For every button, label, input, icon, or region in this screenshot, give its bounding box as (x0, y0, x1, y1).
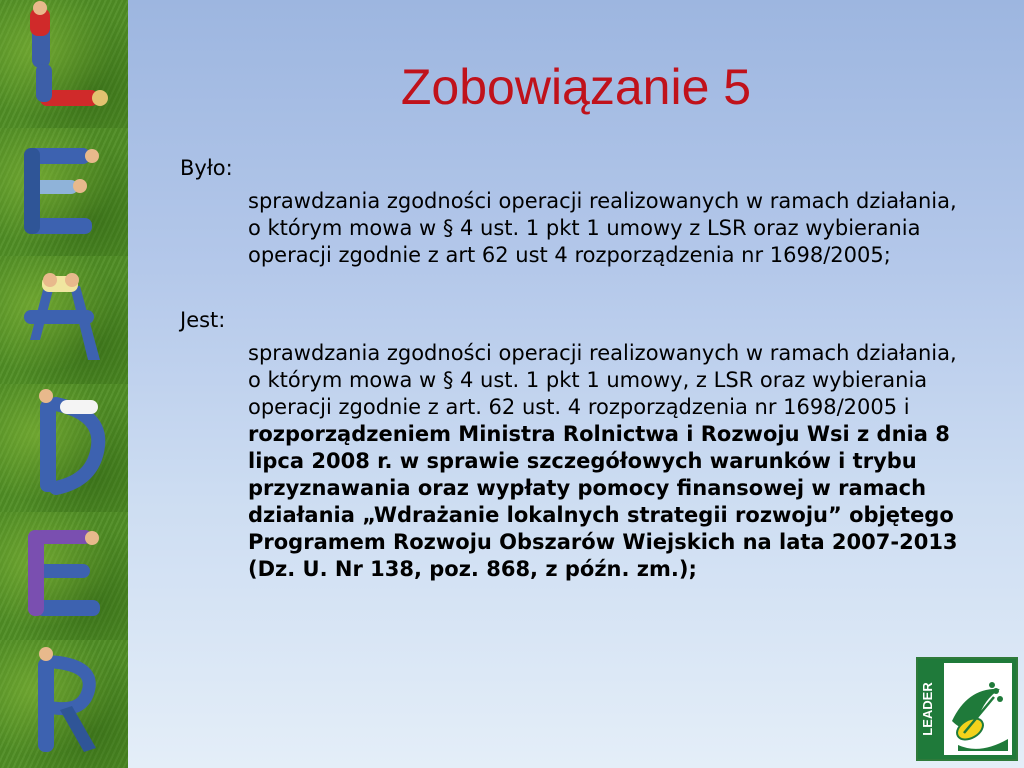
after-paragraph-plain: sprawdzania zgodności operacji realizowanych w ramach działania, o którym mowa w § 4 ust. 1 pkt 1 umowy, z LSR oraz wybierania operacji zgodnie z art. 62 ust. 4 rozporządzenia nr 1698/2005 i (248, 341, 957, 419)
after-paragraph-bold: rozporządzeniem Ministra Rolnictwa i Rozwoju Wsi z dnia 8 lipca 2008 r. w sprawie szczegółowych warunków i trybu przyznawania oraz wypłaty pomocy finansowej w ramach działania „Wdrażanie lokalnych strategii rozwoju” objętego Programem Rozwoju Obszarów Wiejskich na lata 2007-2013 (Dz. U. Nr 138, poz. 868, z późn. zm.); (248, 422, 958, 581)
leader-logo-graphic (918, 659, 1016, 759)
after-paragraph (248, 340, 970, 583)
before-paragraph: sprawdzania zgodności operacji realizowanych w ramach działania, o którym mowa w § 4 ust. 1 pkt 1 umowy z LSR oraz wybierania operacji zgodnie z art 62 ust 4 rozporządzenia nr 1698/2005; (248, 189, 957, 267)
slide-body (180, 155, 970, 583)
leader-photo-strip (0, 0, 128, 768)
slide-title: Zobowiązanie 5 (400, 59, 752, 115)
before-label: Było: (180, 156, 233, 180)
person-letter-d (39, 389, 98, 492)
person-letter-l (30, 1, 108, 106)
person-letter-r (38, 647, 96, 752)
after-label: Jest: (180, 308, 226, 332)
human-letters-illustration (0, 0, 128, 768)
person-letter-e (28, 530, 100, 616)
leader-logo (916, 657, 1018, 761)
leader-logo-text: LEADER (920, 682, 935, 736)
person-letter-a (24, 273, 100, 360)
section-spacer (180, 269, 970, 307)
person-letter-e (24, 148, 99, 234)
